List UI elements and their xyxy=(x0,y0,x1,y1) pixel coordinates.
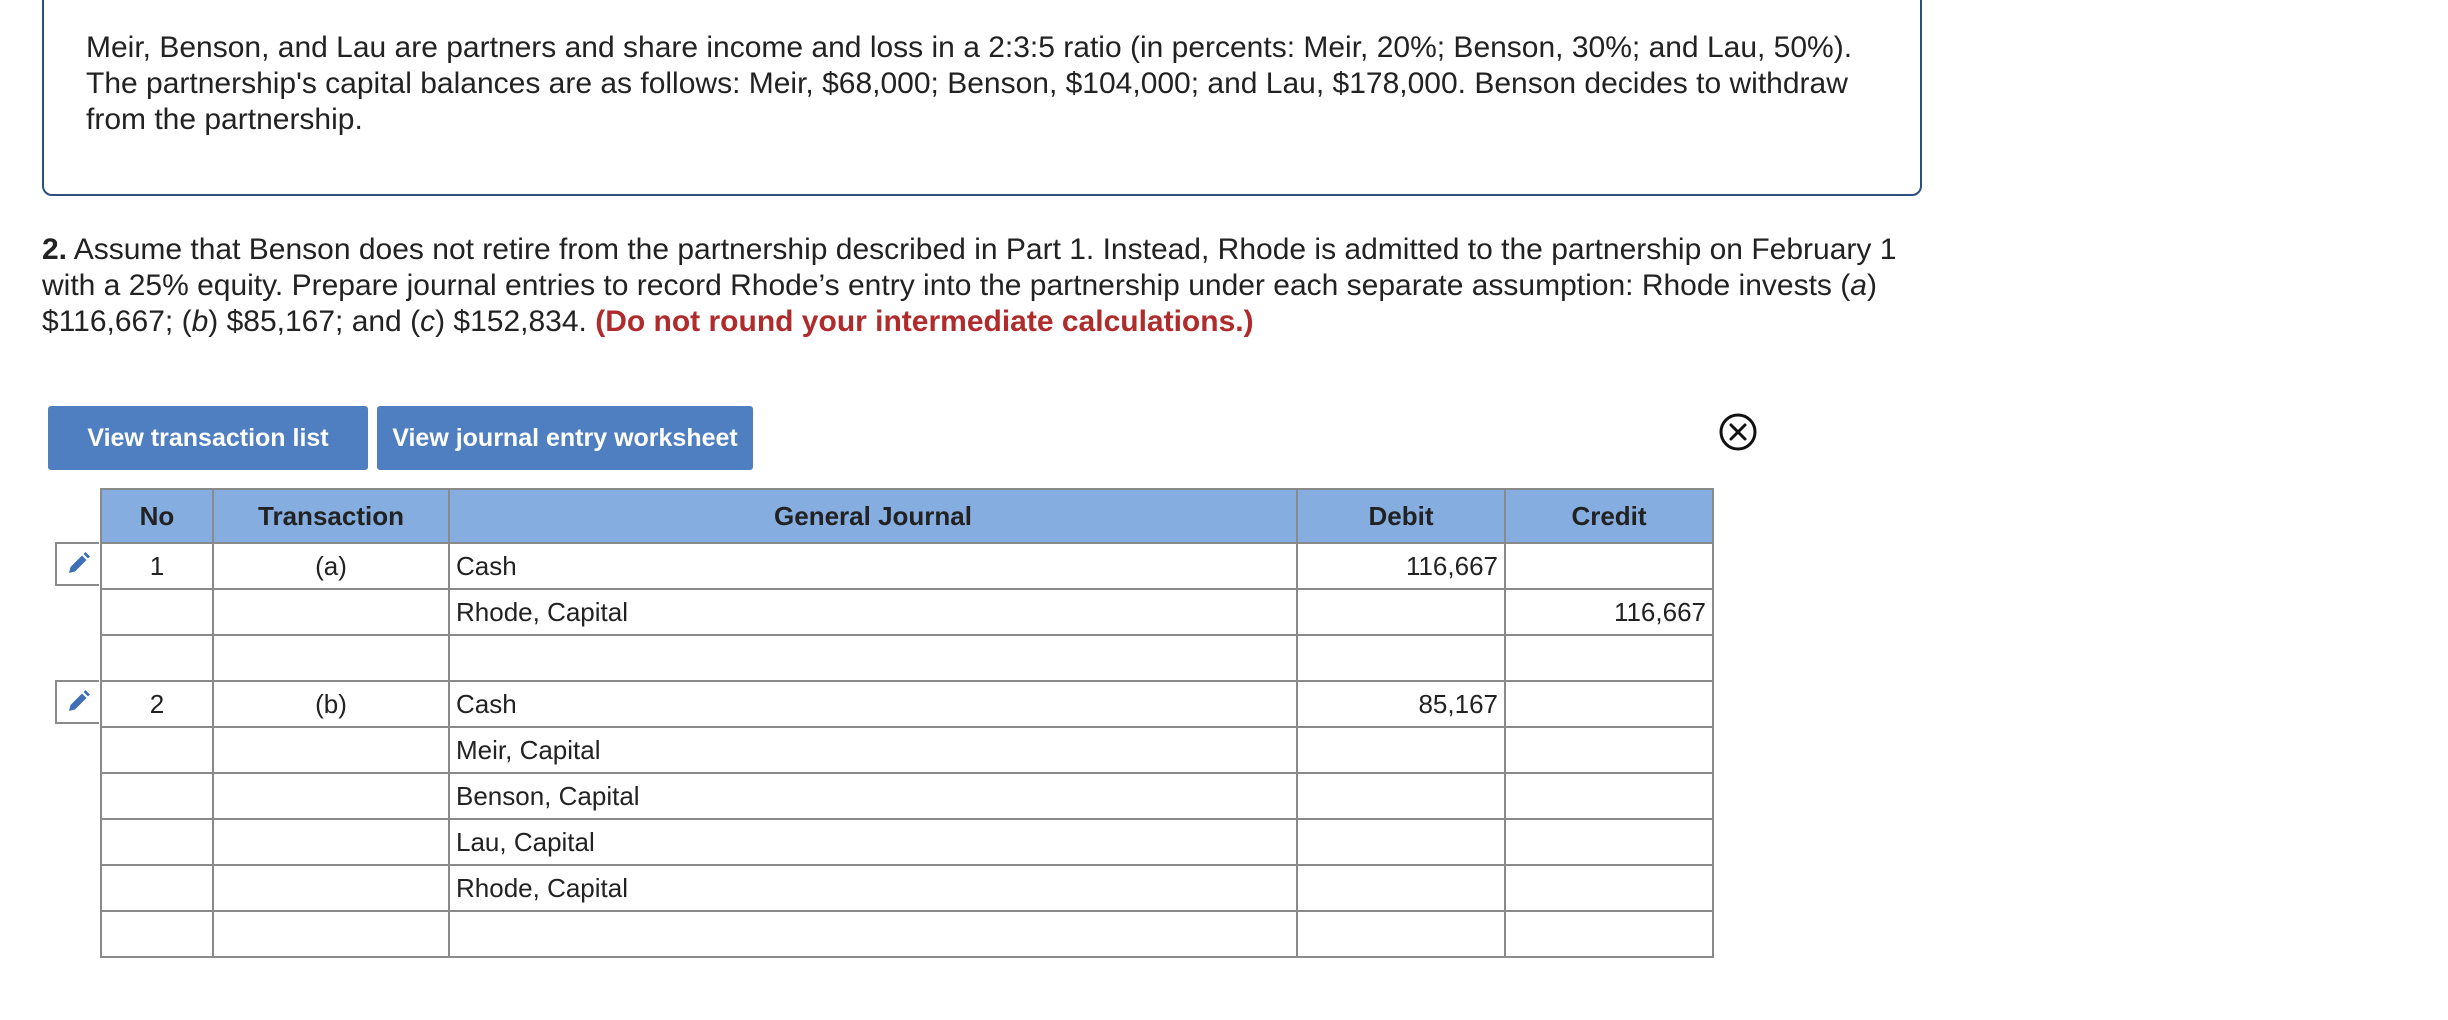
cell-transaction xyxy=(213,589,449,635)
question-text xyxy=(42,232,1922,340)
table-row xyxy=(101,865,1713,911)
cell-account: Rhode, Capital xyxy=(449,865,1297,911)
cell-credit xyxy=(1505,911,1713,957)
cell-no xyxy=(101,865,213,911)
table-row xyxy=(101,727,1713,773)
cell-transaction xyxy=(213,773,449,819)
table-row xyxy=(101,543,1713,589)
header-credit: Credit xyxy=(1505,489,1713,543)
table-row xyxy=(101,681,1713,727)
table-row xyxy=(101,819,1713,865)
header-debit: Debit xyxy=(1297,489,1505,543)
cell-debit xyxy=(1297,773,1505,819)
cell-credit: 116,667 xyxy=(1505,589,1713,635)
cell-credit xyxy=(1505,819,1713,865)
question-part-2: ) $116,667; ( xyxy=(42,269,1877,338)
cell-transaction xyxy=(213,635,449,681)
cell-account: Rhode, Capital xyxy=(449,589,1297,635)
table-row xyxy=(101,911,1713,957)
cell-debit xyxy=(1297,635,1505,681)
cell-account xyxy=(449,911,1297,957)
cell-no: 2 xyxy=(101,681,213,727)
cell-no xyxy=(101,635,213,681)
question-warning: (Do not round your intermediate calculations.) xyxy=(595,305,1254,338)
table-row xyxy=(101,773,1713,819)
cell-no xyxy=(101,727,213,773)
cell-transaction xyxy=(213,727,449,773)
journal-table xyxy=(100,488,1714,958)
table-row xyxy=(101,635,1713,681)
cell-debit xyxy=(1297,589,1505,635)
cell-transaction: (a) xyxy=(213,543,449,589)
view-journal-entry-worksheet-button[interactable]: View journal entry worksheet xyxy=(377,406,753,470)
cell-debit: 116,667 xyxy=(1297,543,1505,589)
cell-account: Benson, Capital xyxy=(449,773,1297,819)
cell-account: Cash xyxy=(449,681,1297,727)
table-row xyxy=(101,589,1713,635)
close-circle-icon[interactable] xyxy=(1718,412,1758,452)
cell-debit: 85,167 xyxy=(1297,681,1505,727)
question-part-3: ) $85,167; and ( xyxy=(208,305,421,338)
cell-no xyxy=(101,773,213,819)
cell-no xyxy=(101,589,213,635)
cell-credit xyxy=(1505,681,1713,727)
cell-debit xyxy=(1297,727,1505,773)
cell-credit xyxy=(1505,773,1713,819)
cell-transaction: (b) xyxy=(213,681,449,727)
cell-account: Meir, Capital xyxy=(449,727,1297,773)
cell-debit xyxy=(1297,819,1505,865)
question-letter-c: c xyxy=(420,305,436,338)
cell-credit xyxy=(1505,635,1713,681)
cell-transaction xyxy=(213,911,449,957)
question-part-4: ) $152,834. xyxy=(435,305,596,338)
edit-entry-1-button[interactable] xyxy=(55,542,99,586)
cell-credit xyxy=(1505,727,1713,773)
question-letter-a: a xyxy=(1850,269,1867,302)
cell-account: Lau, Capital xyxy=(449,819,1297,865)
header-transaction: Transaction xyxy=(213,489,449,543)
cell-debit xyxy=(1297,865,1505,911)
cell-no: 1 xyxy=(101,543,213,589)
cell-transaction xyxy=(213,819,449,865)
header-no: No xyxy=(101,489,213,543)
cell-no xyxy=(101,911,213,957)
cell-credit xyxy=(1505,865,1713,911)
cell-no xyxy=(101,819,213,865)
view-transaction-list-button[interactable]: View transaction list xyxy=(48,406,368,470)
question-part-1: Assume that Benson does not retire from the partnership described in Part 1. Instead, Rhode is admitted to the partnership on February 1 with a 25% equity. Prepare journal entries to record Rhode’s entry into the partnership under each separate assumption: Rhode invests ( xyxy=(42,233,1897,302)
cell-transaction xyxy=(213,865,449,911)
intro-text: Meir, Benson, and Lau are partners and share income and loss in a 2:3:5 ratio (in percents: Meir, 20%; Benson, 30%; and Lau, 50%). The partnership's capital balances are as follows: Meir, $68,000; Benson, $104,000; and Lau, $178,000. Benson decides to withdraw from the partnership. xyxy=(86,31,1853,136)
pencil-icon xyxy=(65,551,91,577)
pencil-icon xyxy=(65,689,91,715)
cell-account: Cash xyxy=(449,543,1297,589)
question-letter-b: b xyxy=(191,305,209,338)
table-header-row xyxy=(101,489,1713,543)
cell-account xyxy=(449,635,1297,681)
edit-entry-2-button[interactable] xyxy=(55,680,99,724)
header-general-journal: General Journal xyxy=(449,489,1297,543)
cell-credit xyxy=(1505,543,1713,589)
cell-debit xyxy=(1297,911,1505,957)
question-number: 2. xyxy=(42,233,68,266)
